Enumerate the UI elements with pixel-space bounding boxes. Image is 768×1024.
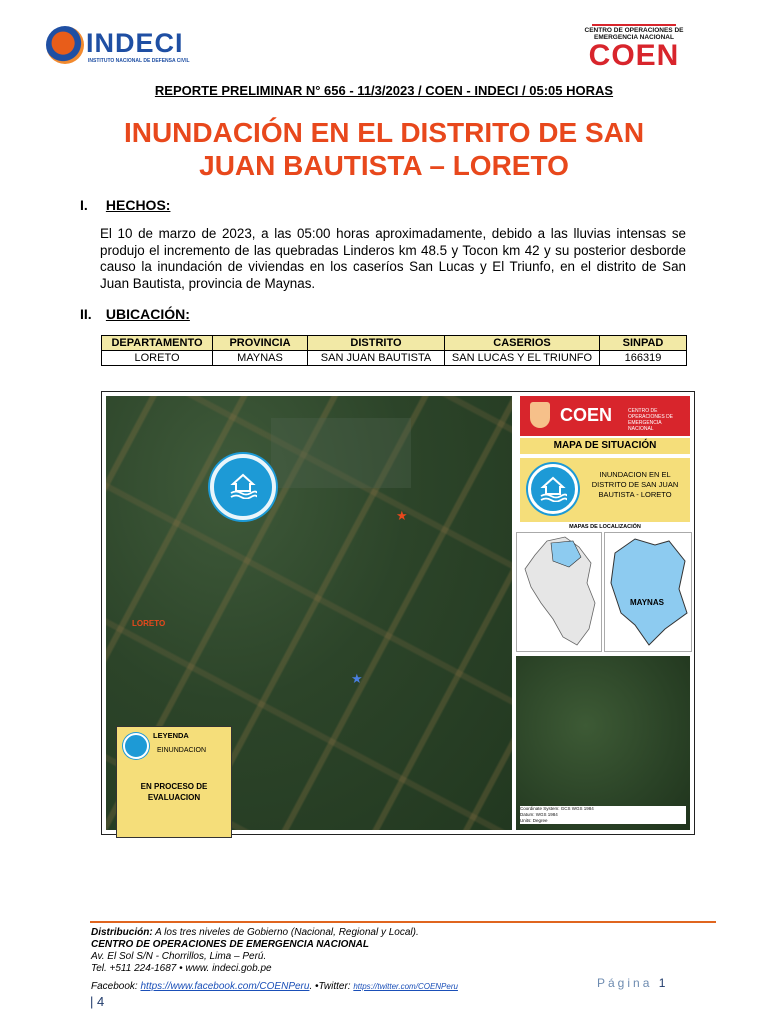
footer-distribucion (91, 927, 458, 939)
header-distrito: DISTRITO (308, 336, 445, 351)
peru-outline (517, 533, 601, 651)
flood-icon-small (528, 464, 578, 514)
cell-sinpad: 166319 (600, 351, 687, 366)
footer-distribucion-text: A los tres niveles de Gobierno (Nacional, Regional y Local). (152, 927, 419, 938)
hechos-paragraph: El 10 de marzo de 2023, a las 05:00 horas aproximadamente, debido a las lluvias intensas se produjo el incremento de las quebradas Linderos km 48.5 y Tocon km 42 y su posterior desborde causo la inundación de viviendas en los caseríos San Lucas y El Triunfo, en el distrito de San Juan Bautista, provincia de Maynas. (100, 226, 686, 291)
map-panel-header (520, 396, 690, 436)
map-panel-brand: COEN (560, 405, 613, 425)
twitter-link[interactable]: https://twitter.com/COENPeru (353, 982, 458, 991)
header-caserios: CASERIOS (445, 336, 600, 351)
coen-name: COEN (588, 39, 680, 72)
map-event-text (584, 470, 686, 500)
cell-caserios: SAN LUCAS Y EL TRIUNFO (445, 351, 600, 366)
footer-centro: CENTRO DE OPERACIONES DE EMERGENCIA NACIONAL (91, 939, 369, 950)
header-departamento: DEPARTAMENTO (102, 336, 213, 351)
house-icon (229, 471, 257, 499)
page-title (60, 116, 708, 182)
indeci-emblem-icon (46, 26, 84, 64)
facebook-link[interactable]: https://www.facebook.com/COENPeru (140, 981, 310, 992)
map-event-line1: INUNDACION EN EL (599, 470, 671, 479)
coord-line1: Coordinate System: GCS WGS 1984 (520, 806, 594, 811)
section-hechos-label: HECHOS: (105, 197, 171, 213)
legend-status-line2: EVALUACION (147, 793, 201, 802)
coord-line3: Units: Degree (520, 818, 548, 823)
section-ubicacion-number: II. (80, 306, 92, 322)
footer (91, 927, 458, 993)
house-icon (539, 474, 567, 502)
footer-social (91, 981, 458, 993)
legend-status-line1: EN PROCESO DE (140, 782, 208, 791)
coord-line2: Datum: WGS 1984 (520, 812, 558, 817)
legend-flood-icon (123, 733, 149, 759)
footer-tel: Tel. +511 224-1687 • www. indeci.gob.pe (91, 963, 272, 974)
cell-provincia: MAYNAS (213, 351, 308, 366)
section-hechos-number: I. (80, 197, 88, 213)
footer-facebook-label: Facebook: (91, 981, 141, 992)
table-header-row (102, 336, 687, 351)
title-line2: JUAN BAUTISTA – LORETO (199, 150, 569, 181)
ubicacion-table (101, 335, 687, 366)
section-ubicacion-label: UBICACIÓN: (105, 306, 190, 322)
detail-satellite-map (516, 656, 690, 830)
satellite-map (106, 396, 512, 830)
locator-province-label: MAYNAS (630, 598, 664, 607)
indeci-name: INDECI (86, 28, 184, 58)
map-event-line3: BAUTISTA - LORETO (598, 490, 672, 499)
maynas-outline (605, 533, 691, 651)
table-row (102, 351, 687, 366)
coen-logo (578, 24, 690, 70)
locator-title: MAPAS DE LOCALIZACIÓN (569, 524, 641, 530)
coen-logo-bar (592, 24, 676, 26)
coen-subtitle-line1: CENTRO DE OPERACIONES DE (584, 27, 684, 34)
legend-title: LEYENDA (153, 731, 189, 740)
footer-address: Av. El Sol S/N - Chorrillos, Lima – Perú. (91, 951, 267, 962)
event-star-icon: ★ (396, 508, 408, 523)
legend-status (117, 781, 231, 803)
coordinate-info (520, 806, 686, 824)
footer-divider (90, 921, 716, 923)
page-number: 1 (658, 976, 666, 990)
header-sinpad: SINPAD (600, 336, 687, 351)
maynas-locator-map (604, 532, 692, 652)
map-panel-brand-sub: CENTRO DE OPERACIONES DE EMERGENCIA NACIONAL (628, 408, 674, 432)
indeci-subtitle: INSTITUTO NACIONAL DE DEFENSA CIVIL (88, 58, 190, 64)
legend-item: EINUNDACION (157, 747, 207, 754)
situation-map (101, 391, 695, 835)
map-legend (116, 726, 232, 838)
map-panel-title: MAPA DE SITUACIÓN (520, 438, 690, 454)
indeci-logo (46, 26, 190, 70)
cell-distrito: SAN JUAN BAUTISTA (308, 351, 445, 366)
footer-distribucion-label: Distribución: (91, 927, 153, 938)
peru-locator-map (516, 532, 602, 652)
coen-subtitle-line2: EMERGENCIA NACIONAL (594, 34, 674, 41)
page-label: Página (597, 976, 653, 990)
satellite-patch (271, 418, 411, 488)
flood-icon (210, 454, 276, 520)
page-indicator (597, 976, 665, 990)
map-event-line2: DISTRITO DE SAN JUAN (591, 480, 679, 489)
section-hechos-heading (80, 197, 170, 213)
event-star-icon: ★ (351, 671, 363, 686)
title-line1: INUNDACIÓN EN EL DISTRITO DE SAN (123, 117, 645, 148)
coen-shield-icon (530, 402, 550, 428)
map-event-box (520, 458, 690, 522)
report-line: REPORTE PRELIMINAR N° 656 - 11/3/2023 / COEN - INDECI / 05:05 HORAS (154, 83, 614, 98)
header-provincia: PROVINCIA (213, 336, 308, 351)
section-ubicacion-heading (80, 306, 190, 322)
bottom-page-count: | 4 (90, 994, 105, 1009)
cell-departamento: LORETO (102, 351, 213, 366)
footer-twitter-label: . •Twitter: (309, 981, 354, 992)
map-region-label: LORETO (132, 619, 166, 628)
